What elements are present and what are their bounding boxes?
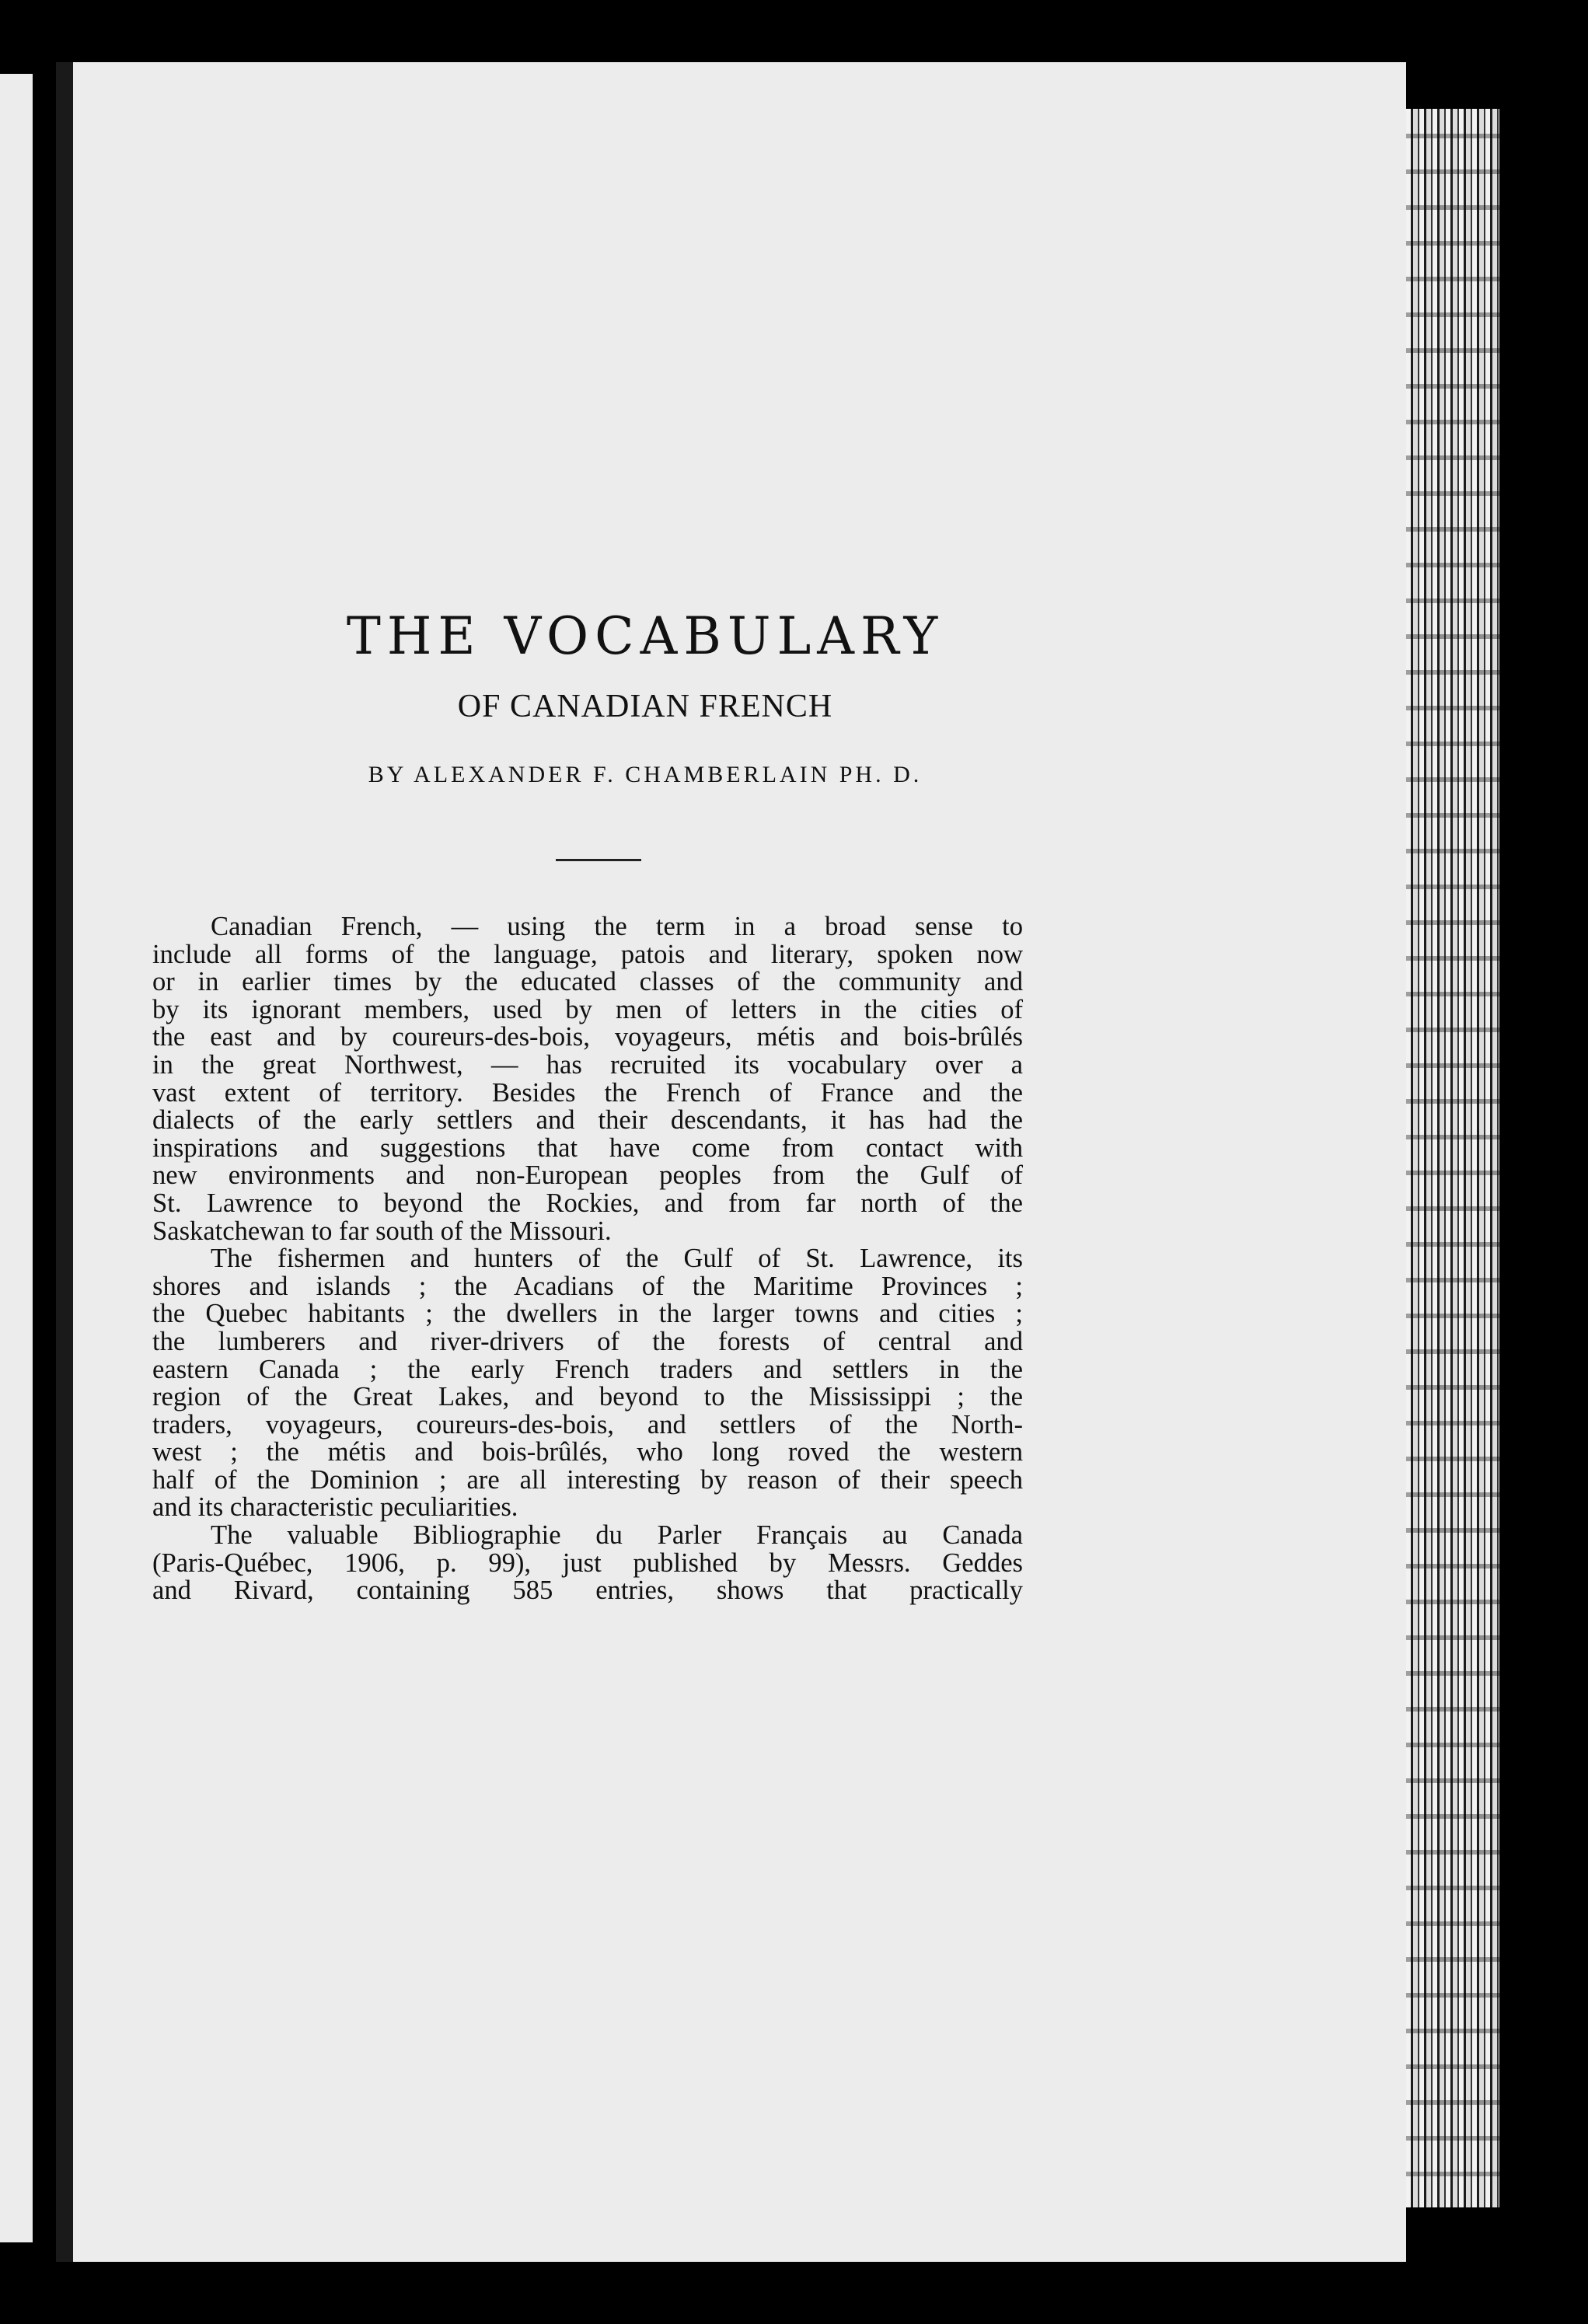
article-body — [152, 913, 1023, 1605]
title-divider — [556, 859, 641, 861]
text-line: region of the Great Lakes, and beyond to the Mississippi ; the — [152, 1382, 1023, 1412]
text-line: dialects of the early settlers and their descendants, it has had the — [152, 1105, 1023, 1136]
text-line: (Paris-Québec, 1906, p. 99), just published by Messrs. Geddes — [152, 1548, 1023, 1578]
text-line: the east and by coureurs-des-bois, voyageurs, métis and bois-brûlés — [152, 1022, 1023, 1052]
text-line: by its ignorant members, used by men of letters in the cities of — [152, 994, 1023, 1024]
text-line: St. Lawrence to beyond the Rockies, and from far north of the — [152, 1188, 1023, 1218]
article-title: THE VOCABULARY — [346, 606, 944, 666]
text-line: inspirations and suggestions that have come from contact with — [152, 1132, 1023, 1163]
text-line: shores and islands ; the Acadians of the Maritime Provinces ; — [152, 1271, 1023, 1301]
text-line: The fishermen and hunters of the Gulf of St. Lawrence, its — [211, 1244, 1023, 1274]
paragraph-3 — [152, 1522, 1023, 1605]
text-line: Canadian French, — using the term in a broad sense to — [211, 912, 1023, 941]
text-line: and Rivard, containing 585 entries, shows that practically — [152, 1576, 1023, 1606]
text-line: the Quebec habitants ; the dwellers in the larger towns and cities ; — [152, 1299, 1023, 1329]
author-byline: BY ALEXANDER F. CHAMBERLAIN PH. D. — [368, 762, 923, 787]
text-line: The valuable Bibliographie du Parler Français au Canada — [211, 1520, 1023, 1551]
article-subtitle: OF CANADIAN FRENCH — [457, 689, 833, 724]
page-stack-shading — [1406, 109, 1499, 2207]
text-line: or in earlier times by the educated classes of the community and — [152, 967, 1023, 997]
text-line: eastern Canada ; the early French traders and settlers in the — [152, 1354, 1023, 1384]
paragraph-1 — [152, 913, 1023, 1245]
facing-page-edge — [0, 74, 33, 2242]
text-line: in the great Northwest, — has recruited its vocabulary over a — [152, 1049, 1023, 1080]
text-line: west ; the métis and bois-brûlés, who long roved the western — [152, 1437, 1023, 1467]
text-line: traders, voyageurs, coureurs-des-bois, and settlers of the North- — [152, 1409, 1023, 1439]
text-line: include all forms of the language, patois and literary, spoken now — [152, 939, 1023, 969]
text-line: and its characteristic peculiarities. — [152, 1492, 518, 1523]
text-line: the lumberers and river-drivers of the forests of central and — [152, 1326, 1023, 1356]
book-gutter — [56, 62, 73, 2262]
text-line: Saskatchewan to far south of the Missouri. — [152, 1216, 612, 1246]
text-line: half of the Dominion ; are all interesting by reason of their speech — [152, 1464, 1023, 1495]
paragraph-2 — [152, 1245, 1023, 1522]
text-line: vast extent of territory. Besides the French of France and the — [152, 1077, 1023, 1108]
text-line: new environments and non-European peoples from the Gulf of — [152, 1160, 1023, 1191]
